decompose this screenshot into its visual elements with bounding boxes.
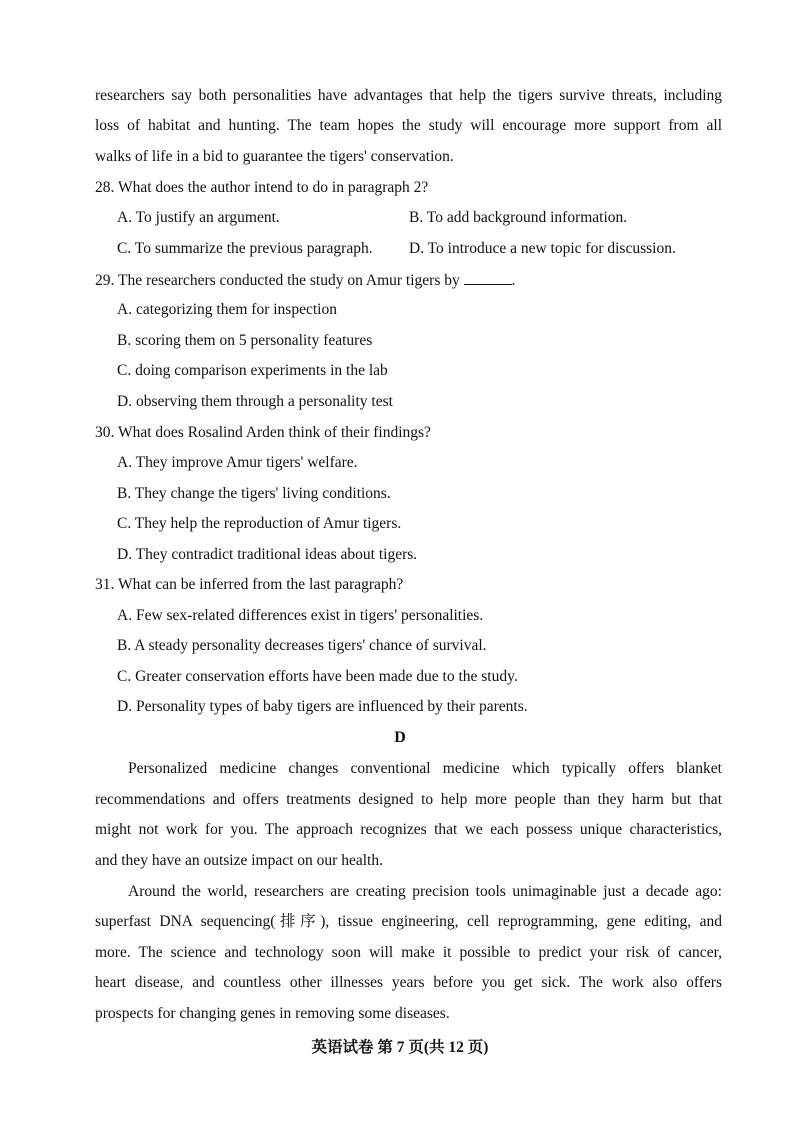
- passage-c-line-1: researchers say both personalities have advantages that help the tigers survive threats, including: [95, 87, 722, 104]
- question-29-option-c: C. doing comparison experiments in the lab: [117, 362, 388, 379]
- passage-d-p2-line-5: prospects for changing genes in removing some diseases.: [95, 1005, 450, 1022]
- page-footer: 英语试卷 第 7 页(共 12 页): [311, 1039, 489, 1056]
- question-30-option-c: C. They help the reproduction of Amur tigers.: [117, 515, 402, 532]
- question-30-option-a: A. They improve Amur tigers' welfare.: [117, 454, 358, 471]
- passage-d-p1-line-1: Personalized medicine changes conventional medicine which typically offers blanket: [128, 760, 722, 777]
- passage-d-p1-line-2: recommendations and offers treatments designed to help more people than they harm but that: [95, 791, 722, 808]
- passage-d-p2-line-2: superfast DNA sequencing(排序), tissue engineering, cell reprogramming, gene editing, and: [95, 913, 722, 930]
- question-28-option-c: C. To summarize the previous paragraph.: [117, 240, 373, 257]
- passage-d-p1-line-3: might not work for you. The approach recognizes that we each possess unique characteristics,: [95, 821, 722, 838]
- question-31-option-c: C. Greater conservation efforts have been made due to the study.: [117, 668, 518, 685]
- passage-c-line-3: walks of life in a bid to guarantee the tigers' conservation.: [95, 148, 454, 165]
- question-30-stem: 30. What does Rosalind Arden think of their findings?: [95, 424, 431, 441]
- question-28-stem: 28. What does the author intend to do in paragraph 2?: [95, 179, 429, 196]
- question-29-stem-text: 29. The researchers conducted the study on Amur tigers by: [95, 272, 460, 289]
- question-28-option-a: A. To justify an argument.: [117, 209, 280, 226]
- question-31-option-b: B. A steady personality decreases tigers' chance of survival.: [117, 637, 487, 654]
- section-d-title: D: [394, 729, 406, 746]
- question-29-stem-end: .: [511, 272, 516, 289]
- question-31-option-d: D. Personality types of baby tigers are influenced by their parents.: [117, 698, 528, 715]
- question-29-stem: [95, 270, 515, 291]
- question-29-option-d: D. observing them through a personality test: [117, 393, 393, 410]
- question-29-option-b: B. scoring them on 5 personality features: [117, 332, 373, 349]
- question-31-option-a: A. Few sex-related differences exist in tigers' personalities.: [117, 607, 484, 624]
- question-30-option-d: D. They contradict traditional ideas about tigers.: [117, 546, 418, 563]
- answer-blank: [464, 270, 512, 285]
- passage-d-p2-line-3: more. The science and technology soon will make it possible to predict your risk of cancer,: [95, 944, 722, 961]
- question-28-option-d: D. To introduce a new topic for discussion.: [409, 240, 676, 257]
- passage-d-p1-line-4: and they have an outsize impact on our health.: [95, 852, 383, 869]
- passage-d-p2-line-4: heart disease, and countless other illnesses years before you get sick. The work also offers: [95, 974, 722, 991]
- passage-d-p2-line-1: Around the world, researchers are creating precision tools unimaginable just a decade ago:: [128, 883, 722, 900]
- question-29-option-a: A. categorizing them for inspection: [117, 301, 337, 318]
- passage-c-line-2: loss of habitat and hunting. The team hopes the study will encourage more support from all: [95, 117, 722, 134]
- question-28-option-b: B. To add background information.: [409, 209, 628, 226]
- question-30-option-b: B. They change the tigers' living conditions.: [117, 485, 391, 502]
- question-31-stem: 31. What can be inferred from the last paragraph?: [95, 576, 404, 593]
